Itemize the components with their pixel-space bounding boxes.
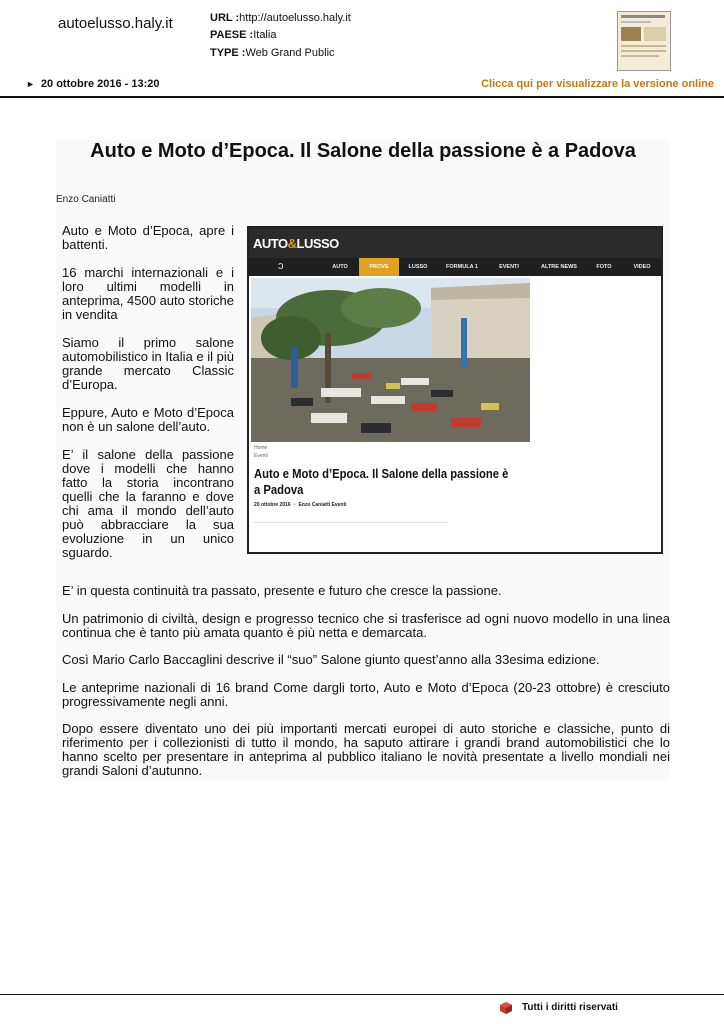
online-version-link[interactable]: Clicca qui per visualizzare la versione online	[481, 78, 714, 90]
nav-item-foto[interactable]: FOTO	[596, 264, 612, 270]
site-breadcrumb	[254, 444, 268, 460]
nav-item-auto[interactable]: AUTO	[332, 264, 348, 270]
url-row	[210, 12, 351, 24]
nav-item-video[interactable]: VIDEO	[633, 264, 651, 270]
breadcrumb-events[interactable]: Eventi	[254, 453, 268, 459]
site-article-meta	[254, 502, 347, 508]
nav-item-formula1[interactable]: FORMULA 1	[446, 264, 478, 270]
country-label: PAESE :	[210, 29, 254, 41]
article-title: Auto e Moto d’Epoca. Il Salone della passione è a Padova	[90, 140, 636, 162]
article-author: Enzo Caniatti	[56, 194, 116, 205]
paragraph: Così Mario Carlo Baccaglini descrive il “suo” Salone giunto quest’anno alla 33esima edizione.	[62, 652, 600, 667]
copyright-notice: Tutti i diritti riservati	[522, 1002, 618, 1013]
paragraph: E’ in questa continuità tra passato, presente e futuro che cresce la passione.	[62, 583, 502, 598]
site-header	[249, 228, 661, 258]
type-value: Web Grand Public	[245, 47, 335, 59]
nav-item-lusso[interactable]: LUSSO	[408, 264, 428, 270]
auto-lusso-logo: AUTO&LUSSO	[253, 236, 339, 251]
country-value: Italia	[253, 29, 277, 41]
site-name: autoelusso.haly.it	[58, 15, 173, 32]
separator-icon: •	[293, 502, 296, 508]
paragraph: Siamo il primo salone automobilistico in Italia e il più grande mercato Classic d’Europa.	[62, 335, 234, 392]
site-nav	[249, 258, 661, 276]
country-row	[210, 29, 276, 41]
footer-divider	[0, 994, 724, 995]
breadcrumb-home[interactable]: Home	[254, 445, 268, 451]
website-screenshot	[247, 226, 663, 554]
paragraph: Dopo essere diventato uno dei più importanti mercati europei di auto storiche e classiche, punto di riferimento per i collezionisti di tutto il mondo, ha saputo attirare i grandi brand automobilistici che lo hanno scelto per presentare in anteprima al pubblico italiano le novità presentate a livello mondiali nei grandi Saloni d’autunno.	[62, 721, 670, 778]
type-label: TYPE :	[210, 47, 246, 59]
page-thumbnail[interactable]	[617, 11, 671, 71]
logo-mark-icon: ᴐ	[278, 260, 284, 272]
exhibition-photo	[251, 278, 530, 442]
left-column	[62, 224, 234, 574]
header-divider	[0, 96, 724, 98]
paragraph: Le anteprime nazionali di 16 brand Come dargli torto, Auto e Moto d’Epoca (20-23 ottobre) è cresciuto progressivamente negli anni.	[62, 680, 670, 709]
paragraph: E’ il salone della passione dove i modelli che hanno fatto la storia incontrano quelli che la faranno e dove chi ama il mondo dell’auto può abbracciare la sua evoluzione in un unico sguardo.	[62, 447, 234, 560]
site-article-date: 20 ottobre 2016	[254, 502, 291, 508]
date-row	[26, 78, 160, 90]
triangle-right-icon: ►	[26, 79, 35, 89]
publisher-logo-icon	[500, 1001, 512, 1013]
url-label: URL :	[210, 12, 240, 24]
type-row	[210, 47, 335, 59]
nav-item-eventi[interactable]: EVENTI	[499, 264, 519, 270]
paragraph: 16 marchi internazionali e i loro ultimi modelli in anteprima, 4500 auto storiche in vendita	[62, 265, 234, 322]
nav-item-prove[interactable]: PROVE	[359, 258, 399, 276]
nav-item-altre-news[interactable]: ALTRE NEWS	[541, 264, 577, 270]
site-divider	[254, 522, 447, 523]
site-article-author[interactable]: Enzo Caniatti Eventi	[298, 502, 347, 508]
publish-date: 20 ottobre 2016 - 13:20	[40, 78, 160, 90]
paragraph: Auto e Moto d’Epoca, apre i battenti.	[62, 223, 234, 252]
paragraph: Eppure, Auto e Moto d’Epoca non è un salone dell’auto.	[62, 405, 234, 434]
url-value[interactable]: http://autoelusso.haly.it	[239, 12, 351, 24]
paragraph: Un patrimonio di civiltà, design e progresso tecnico che si trasferisce ad ogni nuovo modello in una linea continua che è tanto più amata quanto è più netta e demarcata.	[62, 611, 670, 640]
site-article-title: Auto e Moto d’Epoca. Il Salone della passione è a Padova	[254, 467, 509, 497]
